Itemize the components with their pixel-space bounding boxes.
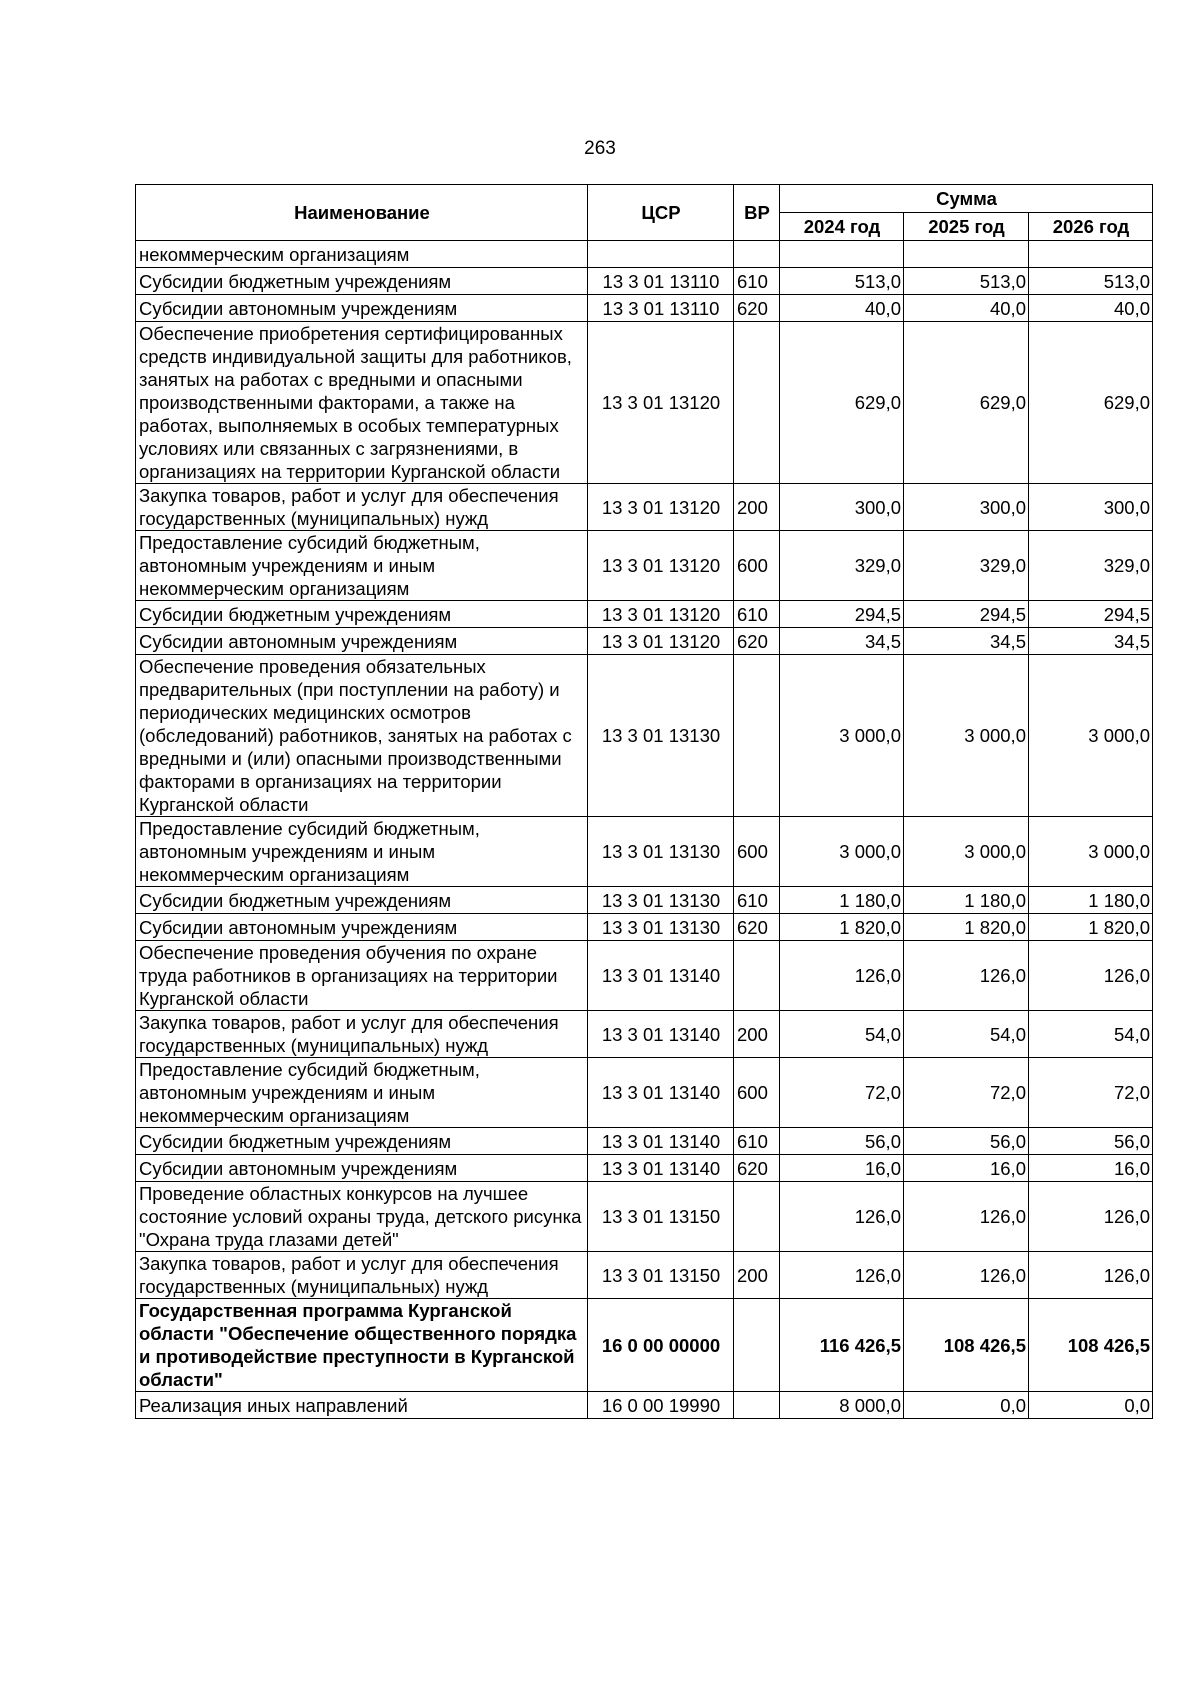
- cell-csr: 13 3 01 13130: [588, 655, 734, 817]
- cell-vr: 620: [734, 914, 780, 941]
- cell-csr: 13 3 01 13110: [588, 268, 734, 295]
- cell-2026: 34,5: [1029, 628, 1153, 655]
- cell-csr: 13 3 01 13130: [588, 914, 734, 941]
- cell-2025: 513,0: [904, 268, 1029, 295]
- table-header: [136, 185, 1153, 241]
- cell-csr: 13 3 01 13140: [588, 1011, 734, 1058]
- table-row: [136, 1182, 1153, 1252]
- header-year-2026: 2026 год: [1029, 213, 1153, 241]
- cell-name: Закупка товаров, работ и услуг для обеспечения государственных (муниципальных) нужд: [136, 1252, 588, 1299]
- cell-csr: 13 3 01 13120: [588, 531, 734, 601]
- table-row: [136, 268, 1153, 295]
- cell-2024: 40,0: [780, 295, 904, 322]
- cell-csr: 13 3 01 13140: [588, 1155, 734, 1182]
- cell-vr: [734, 1392, 780, 1419]
- cell-vr: 610: [734, 268, 780, 295]
- cell-name: Предоставление субсидий бюджетным, автономным учреждениям и иным некоммерческим организациям: [136, 531, 588, 601]
- cell-2024: 54,0: [780, 1011, 904, 1058]
- cell-vr: [734, 941, 780, 1011]
- table-row: [136, 887, 1153, 914]
- cell-name: некоммерческим организациям: [136, 241, 588, 268]
- cell-csr: 13 3 01 13140: [588, 1058, 734, 1128]
- cell-2026: 3 000,0: [1029, 655, 1153, 817]
- cell-2026: 72,0: [1029, 1058, 1153, 1128]
- cell-2025: 1 180,0: [904, 887, 1029, 914]
- cell-2026: 294,5: [1029, 601, 1153, 628]
- header-year-2025: 2025 год: [904, 213, 1029, 241]
- cell-2024: 72,0: [780, 1058, 904, 1128]
- table-row: [136, 1155, 1153, 1182]
- cell-2026: 0,0: [1029, 1392, 1153, 1419]
- cell-2025: 629,0: [904, 322, 1029, 484]
- cell-2024: 629,0: [780, 322, 904, 484]
- cell-2024: 126,0: [780, 1252, 904, 1299]
- cell-2026: 1 820,0: [1029, 914, 1153, 941]
- cell-2024: 3 000,0: [780, 817, 904, 887]
- cell-2025: 54,0: [904, 1011, 1029, 1058]
- cell-csr: 13 3 01 13130: [588, 887, 734, 914]
- table-row: [136, 817, 1153, 887]
- cell-name: Государственная программа Курганской области "Обеспечение общественного порядка и противодействие преступности в Курганской области": [136, 1299, 588, 1392]
- table-row: [136, 1058, 1153, 1128]
- header-csr: ЦСР: [588, 185, 734, 241]
- cell-vr: 200: [734, 1011, 780, 1058]
- cell-name: Субсидии автономным учреждениям: [136, 295, 588, 322]
- cell-2025: 72,0: [904, 1058, 1029, 1128]
- cell-vr: 200: [734, 484, 780, 531]
- page-number: 263: [584, 138, 616, 159]
- table-row: [136, 1299, 1153, 1392]
- cell-2026: 40,0: [1029, 295, 1153, 322]
- cell-2025: 126,0: [904, 1182, 1029, 1252]
- cell-name: Обеспечение приобретения сертифицированных средств индивидуальной защиты для работников, занятых на работах с вредными и опасными производственными факторами, а также на работах, выполняемых в особых температурных условиях или связанных с загрязнениями, в организациях на территории Курганской области: [136, 322, 588, 484]
- cell-name: Обеспечение проведения обучения по охране труда работников в организациях на территории Курганской области: [136, 941, 588, 1011]
- cell-2026: 108 426,5: [1029, 1299, 1153, 1392]
- cell-2024: 513,0: [780, 268, 904, 295]
- cell-2024: 8 000,0: [780, 1392, 904, 1419]
- cell-csr: 13 3 01 13150: [588, 1252, 734, 1299]
- table-row: [136, 601, 1153, 628]
- cell-2024: 34,5: [780, 628, 904, 655]
- cell-csr: 16 0 00 00000: [588, 1299, 734, 1392]
- table-row: [136, 655, 1153, 817]
- cell-name: Реализация иных направлений: [136, 1392, 588, 1419]
- cell-name: Субсидии автономным учреждениям: [136, 914, 588, 941]
- cell-2025: 16,0: [904, 1155, 1029, 1182]
- cell-2024: 294,5: [780, 601, 904, 628]
- cell-name: Субсидии бюджетным учреждениям: [136, 887, 588, 914]
- cell-2026: 126,0: [1029, 1252, 1153, 1299]
- table-row: [136, 241, 1153, 268]
- cell-2024: 1 180,0: [780, 887, 904, 914]
- budget-table: [135, 184, 1153, 1419]
- table-row: [136, 1128, 1153, 1155]
- cell-2024: 126,0: [780, 941, 904, 1011]
- cell-vr: 620: [734, 1155, 780, 1182]
- cell-2026: 126,0: [1029, 1182, 1153, 1252]
- table-row: [136, 295, 1153, 322]
- cell-2024: 56,0: [780, 1128, 904, 1155]
- table-row: [136, 322, 1153, 484]
- cell-2025: 3 000,0: [904, 817, 1029, 887]
- table-row: [136, 628, 1153, 655]
- cell-vr: 620: [734, 628, 780, 655]
- cell-2026: 16,0: [1029, 1155, 1153, 1182]
- cell-name: Субсидии бюджетным учреждениям: [136, 1128, 588, 1155]
- cell-2026: 54,0: [1029, 1011, 1153, 1058]
- cell-csr: 13 3 01 13130: [588, 817, 734, 887]
- cell-name: Субсидии автономным учреждениям: [136, 1155, 588, 1182]
- cell-2025: 0,0: [904, 1392, 1029, 1419]
- cell-2025: 34,5: [904, 628, 1029, 655]
- cell-vr: [734, 1299, 780, 1392]
- cell-2026: 126,0: [1029, 941, 1153, 1011]
- cell-2026: [1029, 241, 1153, 268]
- cell-2025: 1 820,0: [904, 914, 1029, 941]
- cell-2026: 329,0: [1029, 531, 1153, 601]
- table-row: [136, 941, 1153, 1011]
- cell-name: Закупка товаров, работ и услуг для обеспечения государственных (муниципальных) нужд: [136, 484, 588, 531]
- cell-2025: 40,0: [904, 295, 1029, 322]
- cell-2025: 329,0: [904, 531, 1029, 601]
- cell-vr: 600: [734, 817, 780, 887]
- table-row: [136, 1392, 1153, 1419]
- header-vr: ВР: [734, 185, 780, 241]
- cell-csr: [588, 241, 734, 268]
- cell-name: Предоставление субсидий бюджетным, автономным учреждениям и иным некоммерческим организациям: [136, 817, 588, 887]
- cell-2026: 629,0: [1029, 322, 1153, 484]
- cell-vr: 600: [734, 1058, 780, 1128]
- cell-vr: 610: [734, 1128, 780, 1155]
- cell-2025: 3 000,0: [904, 655, 1029, 817]
- table-row: [136, 1011, 1153, 1058]
- cell-csr: 13 3 01 13110: [588, 295, 734, 322]
- cell-name: Закупка товаров, работ и услуг для обеспечения государственных (муниципальных) нужд: [136, 1011, 588, 1058]
- cell-2024: [780, 241, 904, 268]
- cell-2025: 126,0: [904, 941, 1029, 1011]
- cell-2026: 300,0: [1029, 484, 1153, 531]
- cell-name: Субсидии автономным учреждениям: [136, 628, 588, 655]
- cell-2025: 108 426,5: [904, 1299, 1029, 1392]
- cell-csr: 16 0 00 19990: [588, 1392, 734, 1419]
- cell-2025: [904, 241, 1029, 268]
- header-year-2024: 2024 год: [780, 213, 904, 241]
- cell-2024: 1 820,0: [780, 914, 904, 941]
- cell-name: Проведение областных конкурсов на лучшее состояние условий охраны труда, детского рисунка "Охрана труда глазами детей": [136, 1182, 588, 1252]
- cell-2024: 3 000,0: [780, 655, 904, 817]
- cell-csr: 13 3 01 13120: [588, 628, 734, 655]
- cell-name: Субсидии бюджетным учреждениям: [136, 601, 588, 628]
- cell-2026: 513,0: [1029, 268, 1153, 295]
- cell-csr: 13 3 01 13120: [588, 322, 734, 484]
- header-sum: Сумма: [780, 185, 1153, 213]
- table-row: [136, 1252, 1153, 1299]
- cell-name: Предоставление субсидий бюджетным, автономным учреждениям и иным некоммерческим организациям: [136, 1058, 588, 1128]
- cell-vr: [734, 322, 780, 484]
- table-body: [136, 241, 1153, 1419]
- cell-csr: 13 3 01 13120: [588, 484, 734, 531]
- cell-2025: 56,0: [904, 1128, 1029, 1155]
- cell-vr: 600: [734, 531, 780, 601]
- cell-2026: 56,0: [1029, 1128, 1153, 1155]
- table-row: [136, 914, 1153, 941]
- cell-name: Обеспечение проведения обязательных предварительных (при поступлении на работу) и периодических медицинских осмотров (обследований) работников, занятых на работах с вредными и (или) опасными производственными факторами в организациях на территории Курганской области: [136, 655, 588, 817]
- cell-2024: 126,0: [780, 1182, 904, 1252]
- cell-2024: 116 426,5: [780, 1299, 904, 1392]
- cell-csr: 13 3 01 13140: [588, 1128, 734, 1155]
- cell-vr: 610: [734, 601, 780, 628]
- header-name: Наименование: [136, 185, 588, 241]
- cell-2025: 126,0: [904, 1252, 1029, 1299]
- cell-vr: 610: [734, 887, 780, 914]
- cell-2026: 3 000,0: [1029, 817, 1153, 887]
- cell-2025: 294,5: [904, 601, 1029, 628]
- cell-vr: [734, 655, 780, 817]
- cell-csr: 13 3 01 13140: [588, 941, 734, 1011]
- cell-vr: 200: [734, 1252, 780, 1299]
- cell-2026: 1 180,0: [1029, 887, 1153, 914]
- cell-name: Субсидии бюджетным учреждениям: [136, 268, 588, 295]
- cell-vr: [734, 241, 780, 268]
- cell-csr: 13 3 01 13150: [588, 1182, 734, 1252]
- table-row: [136, 531, 1153, 601]
- cell-2024: 300,0: [780, 484, 904, 531]
- cell-2024: 329,0: [780, 531, 904, 601]
- cell-2025: 300,0: [904, 484, 1029, 531]
- cell-csr: 13 3 01 13120: [588, 601, 734, 628]
- table-row: [136, 484, 1153, 531]
- cell-vr: 620: [734, 295, 780, 322]
- cell-vr: [734, 1182, 780, 1252]
- cell-2024: 16,0: [780, 1155, 904, 1182]
